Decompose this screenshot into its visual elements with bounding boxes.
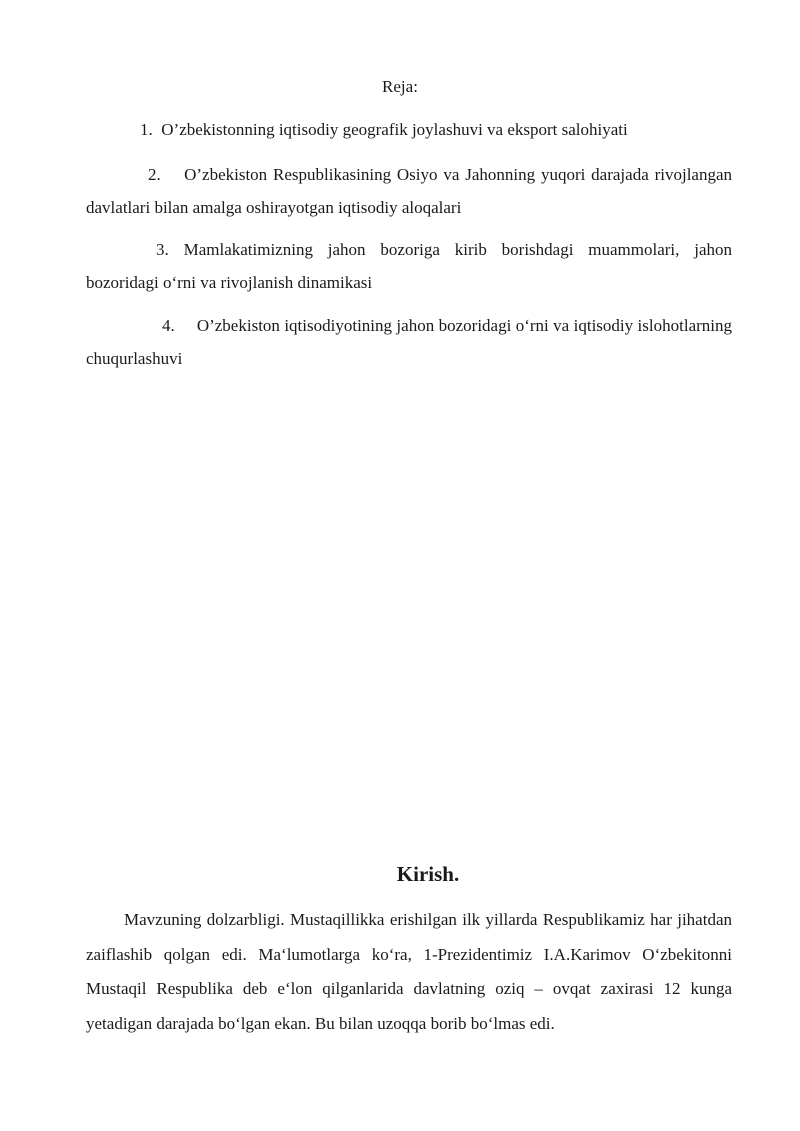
plan-item-text: O’zbekiston iqtisodiyotining jahon bozoridagi o‘rni va iqtisodiy islohotlarning chuqurlashuvi	[86, 316, 732, 368]
plan-item-text: O’zbekistonning iqtisodiy geografik joylashuvi va eksport salohiyati	[161, 120, 628, 139]
plan-item-number: 4.	[162, 316, 175, 335]
plan-title: Reja:	[382, 77, 418, 96]
plan-item-3	[86, 233, 732, 299]
plan-item-4	[86, 309, 732, 375]
intro-heading: Kirish.	[396, 862, 460, 886]
plan-item-number: 2.	[148, 165, 161, 184]
plan-item-number: 1.	[140, 120, 153, 139]
plan-item-number: 3.	[156, 240, 169, 259]
plan-item-1	[86, 113, 732, 146]
plan-item-2	[86, 158, 732, 224]
intro-paragraph: Mavzuning dolzarbligi. Mustaqillikka erishilgan ilk yillarda Respublikamiz har jihatdan zaiflashib qolgan edi. Ma‘lumotlarga ko‘ra, 1-Prezidentimiz I.A.Karimov O‘zbekitonni Mustaqil Respublika deb e‘lon qilganlarida davlatning oziq – ovqat zaxirasi 12 kunga yetadigan darajada bo‘lgan ekan. Bu bilan uzoqqa borib bo‘lmas edi.	[86, 910, 732, 1033]
plan-item-text: Mamlakatimizning jahon bozoriga kirib borishdagi muammolari, jahon bozoridagi o‘rni va rivojlanish dinamikasi	[86, 240, 732, 292]
plan-item-text: O’zbekiston Respublikasining Osiyo va Jahonning yuqori darajada rivojlangan davlatlari bilan amalga oshirayotgan iqtisodiy aloqalari	[86, 165, 733, 217]
